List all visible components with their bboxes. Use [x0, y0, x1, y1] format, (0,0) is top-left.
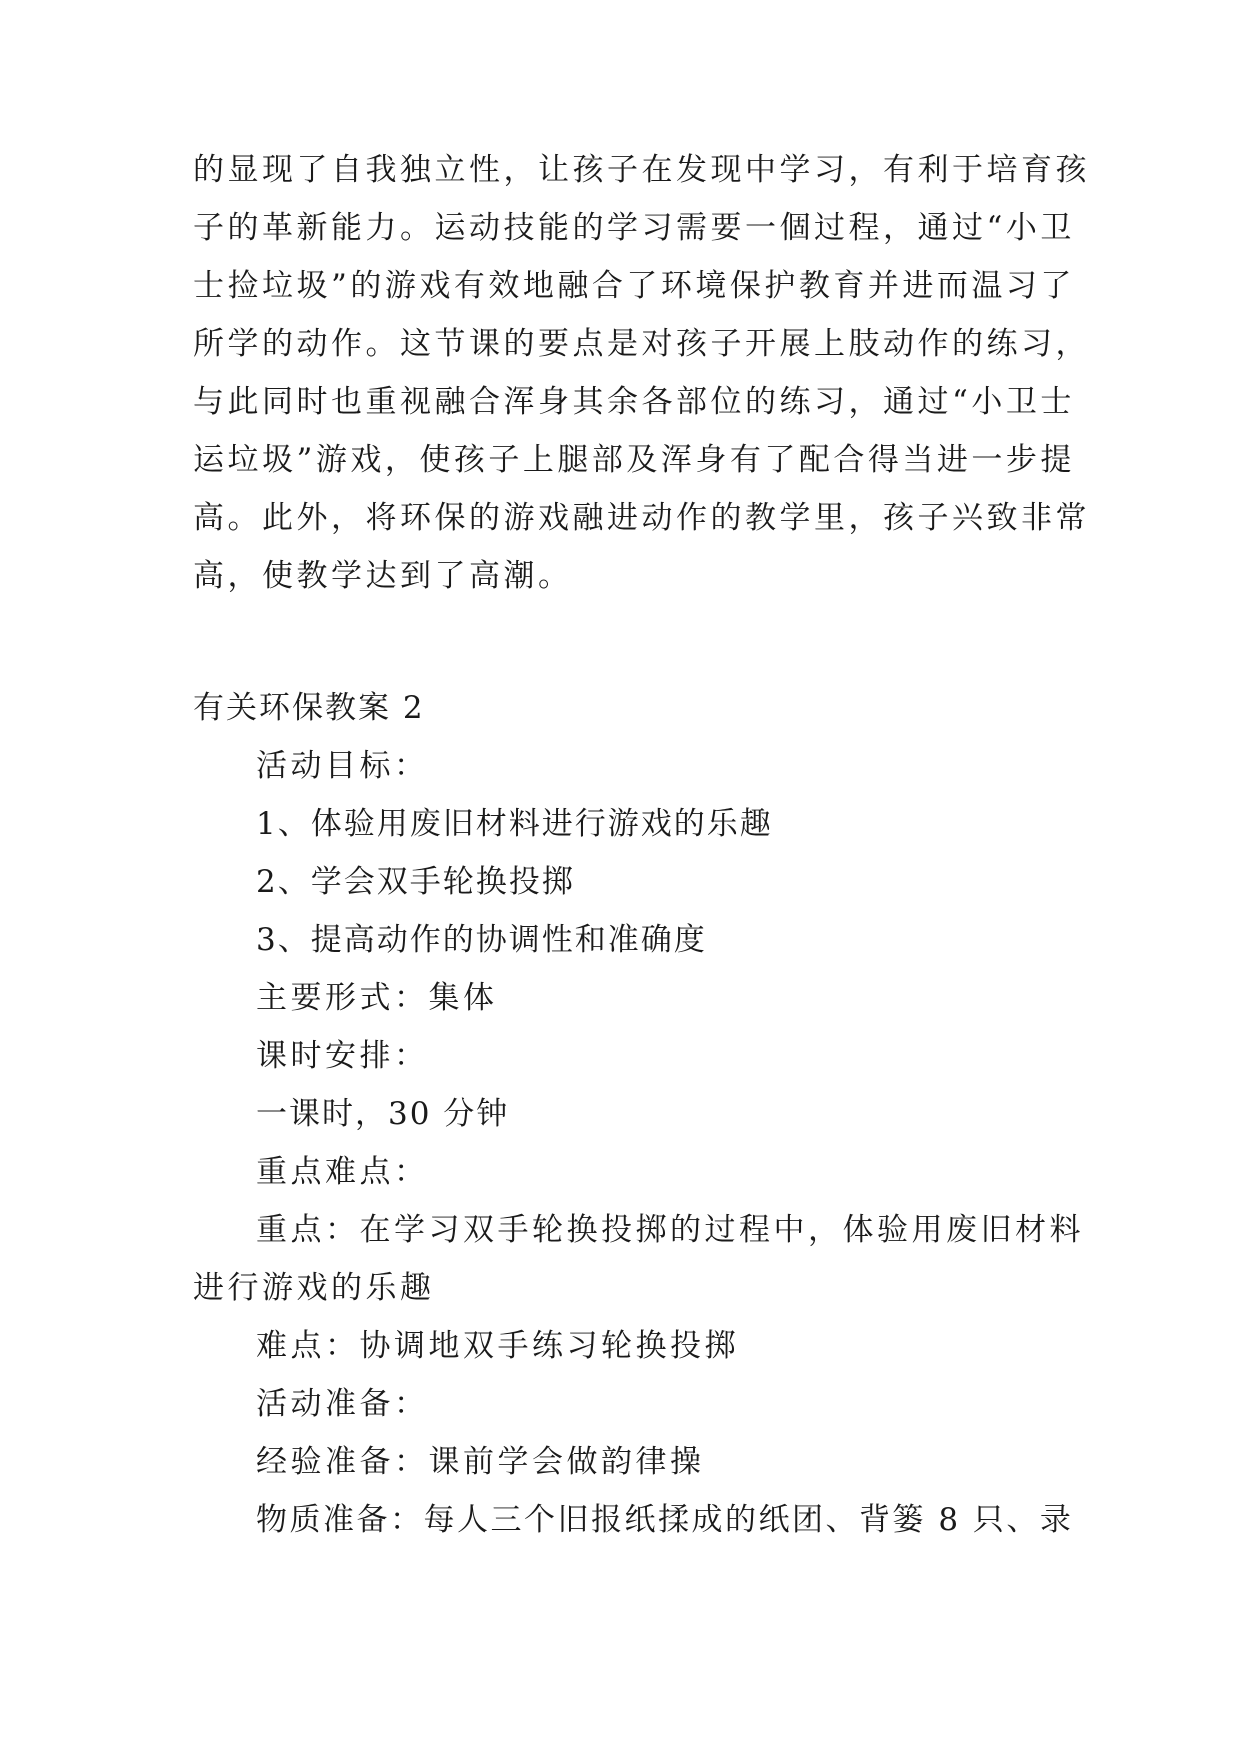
key-points-heading: 重点难点：	[256, 1154, 429, 1190]
schedule-value: 一课时，30 分钟	[256, 1096, 510, 1132]
paragraph-line: 士捡垃圾”的游戏有效地融合了环境保护教育并进而温习了	[193, 268, 1075, 304]
paragraph-line: 高。此外，将环保的游戏融进动作的教学里，孩子兴致非常	[193, 500, 1090, 536]
paragraph-line: 高，使教学达到了高潮。	[193, 558, 573, 594]
preparation-heading: 活动准备：	[256, 1386, 429, 1422]
paragraph-line: 与此同时也重视融合浑身其余各部位的练习，通过“小卫士	[193, 384, 1075, 420]
paragraph-line: 所学的动作。这节课的要点是对孩子开展上肢动作的练习，	[193, 326, 1090, 362]
section-title: 有关环保教案 2	[193, 690, 425, 726]
key-point-line: 重点：在学习双手轮换投掷的过程中，体验用废旧材料	[256, 1212, 1084, 1248]
main-form: 主要形式：集体	[256, 980, 498, 1016]
schedule-heading: 课时安排：	[256, 1038, 429, 1074]
experience-prep: 经验准备：课前学会做韵律操	[256, 1444, 705, 1480]
key-point-line: 进行游戏的乐趣	[193, 1270, 435, 1306]
difficulty: 难点：协调地双手练习轮换投掷	[256, 1328, 739, 1364]
goal-item: 3、提高动作的协调性和准确度	[256, 922, 707, 958]
material-prep: 物质准备：每人三个旧报纸揉成的纸团、背篓 8 只、录	[256, 1502, 1074, 1538]
paragraph-line: 子的革新能力。运动技能的学习需要一個过程，通过“小卫	[193, 210, 1075, 246]
paragraph-line: 的显现了自我独立性，让孩子在发现中学习，有利于培育孩	[193, 152, 1090, 188]
goal-item: 1、体验用废旧材料进行游戏的乐趣	[256, 806, 773, 842]
goal-item: 2、学会双手轮换投掷	[256, 864, 575, 900]
activity-goal-heading: 活动目标：	[256, 748, 429, 784]
paragraph-line: 运垃圾”游戏，使孩子上腿部及浑身有了配合得当进一步提	[193, 442, 1075, 478]
